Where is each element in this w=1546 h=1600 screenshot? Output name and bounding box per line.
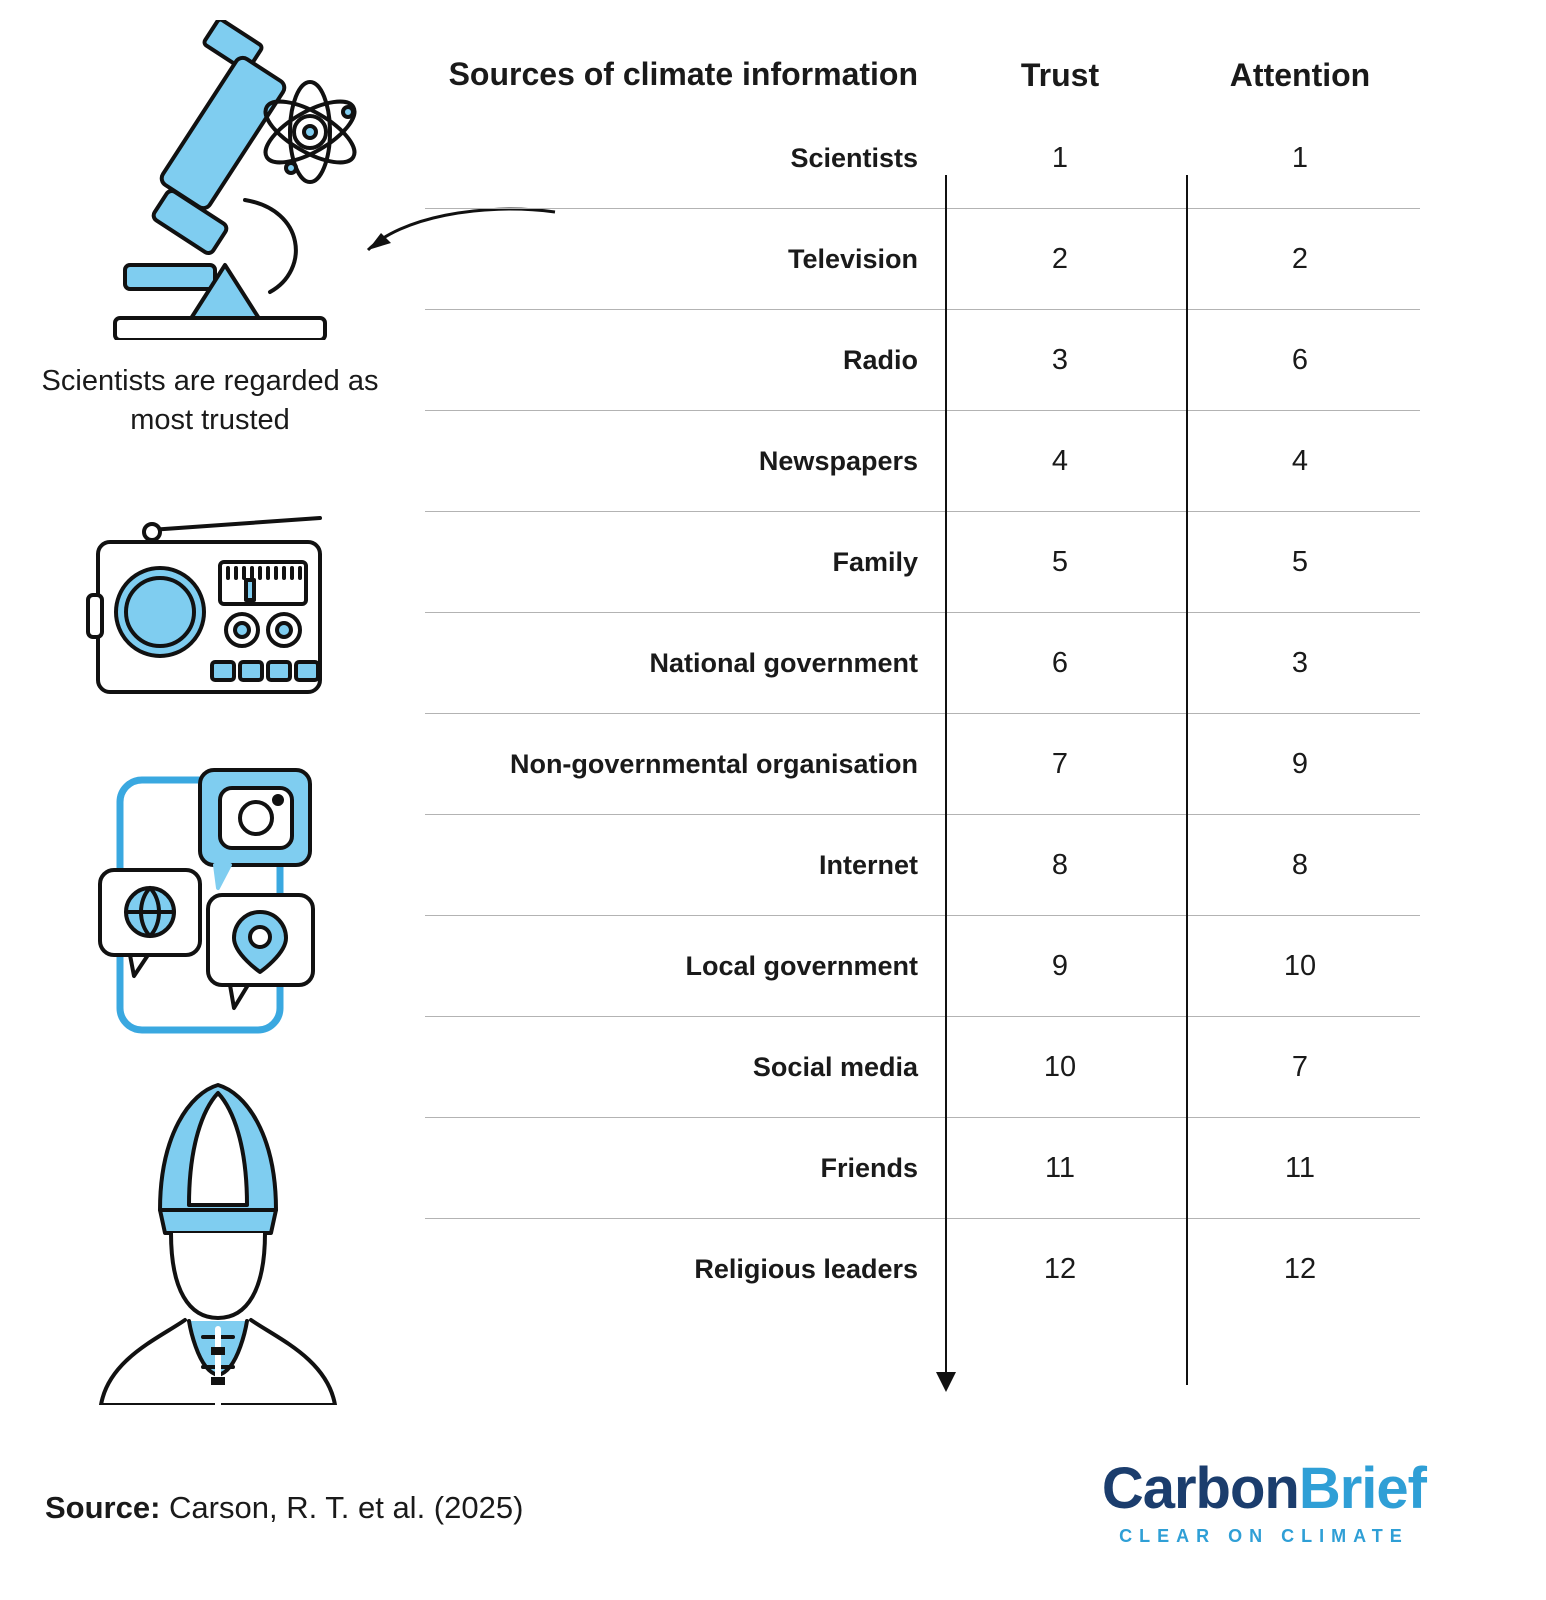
row-trust-value: 2 [940,209,1180,310]
row-trust-value: 12 [940,1219,1180,1320]
logo-tagline: CLEAR ON CLIMATE [1119,1526,1409,1546]
row-trust-value: 7 [940,714,1180,815]
row-trust-value: 5 [940,512,1180,613]
attention-column-rule [1186,175,1188,1385]
carbonbrief-logo [1101,1456,1426,1547]
trust-column-rule [945,175,947,1380]
row-trust-value: 1 [1051,141,1069,174]
row-label: Scientists [790,142,918,173]
row-label: Local government [425,916,940,1017]
row-label: Social media [425,1017,940,1118]
header-sources: Sources of climate information [448,56,918,92]
sources-table [425,55,1425,1319]
logo-brief: Brief [1298,1456,1426,1521]
microscope-icon [95,20,395,345]
table-row [425,916,1420,1017]
source-label: Source: [45,1490,161,1525]
table-row [425,209,1420,310]
source-text: Carson, R. T. et al. (2025) [160,1490,524,1525]
row-attention-value: 1 [1291,141,1309,174]
radio-icon [70,500,350,725]
table-row [425,512,1420,613]
row-label: Non-governmental organisation [425,714,940,815]
row-attention-value: 9 [1180,714,1420,815]
row-trust-value: 10 [940,1017,1180,1118]
row-label: Family [425,512,940,613]
table-row [425,108,1420,209]
row-label: Radio [425,310,940,411]
row-trust-value: 6 [940,613,1180,714]
religious-leader-icon [85,1075,355,1410]
table-row [425,1118,1420,1219]
row-label: Friends [425,1118,940,1219]
row-label: National government [425,613,940,714]
row-attention-value: 5 [1180,512,1420,613]
row-attention-value: 8 [1180,815,1420,916]
table-row [425,1017,1420,1118]
table-row [425,1219,1420,1320]
row-attention-value: 10 [1180,916,1420,1017]
row-trust-value: 3 [940,310,1180,411]
row-attention-value: 2 [1180,209,1420,310]
row-trust-value: 8 [940,815,1180,916]
illustration-column [0,0,420,1460]
row-label: Internet [425,815,940,916]
row-label: Religious leaders [425,1219,940,1320]
rank-direction-arrow-icon [936,1372,956,1392]
header-attention: Attention [1229,57,1371,94]
row-attention-value: 11 [1180,1118,1420,1219]
row-attention-value: 3 [1180,613,1420,714]
illustration-caption: Scientists are regarded as most trusted [41,365,379,437]
row-label: Television [425,209,940,310]
row-attention-value: 4 [1180,411,1420,512]
social-media-icon [90,760,350,1055]
row-attention-value: 6 [1180,310,1420,411]
row-attention-value: 12 [1180,1219,1420,1320]
header-trust: Trust [1020,57,1100,94]
table-row [425,815,1420,916]
logo-carbon: Carbon [1101,1456,1299,1521]
table-header-row [425,55,1420,108]
table-row [425,613,1420,714]
table-body [425,108,1420,1319]
row-trust-value: 4 [940,411,1180,512]
table-row [425,310,1420,411]
row-attention-value: 7 [1180,1017,1420,1118]
table-row [425,714,1420,815]
row-label: Newspapers [425,411,940,512]
row-trust-value: 9 [940,916,1180,1017]
source-note [45,1490,523,1526]
row-trust-value: 11 [940,1118,1180,1219]
table-row [425,411,1420,512]
